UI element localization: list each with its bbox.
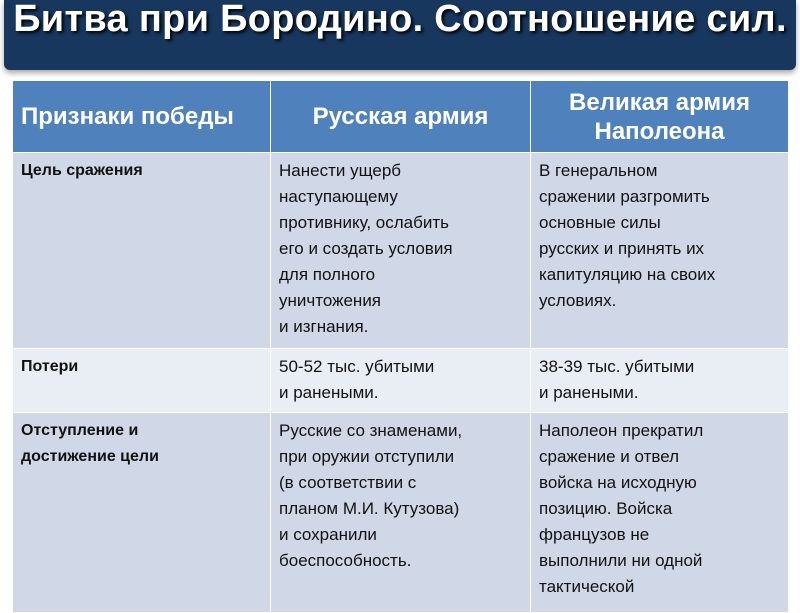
row-label-goal: Цель сражения — [13, 153, 271, 349]
table-row — [13, 153, 789, 349]
row-label-losses: Потери — [13, 349, 271, 413]
cell-napoleon-losses: 38-39 тыс. убитыми и ранеными. — [531, 349, 789, 413]
cell-russian-retreat: Русские со знаменами, при оружии отступили (в соответствии с планом М.И. Кутузова) и сохранили боеспособность. — [271, 413, 531, 613]
header-criteria: Признаки победы — [13, 81, 271, 153]
title-bar — [4, 0, 796, 70]
cell-russian-losses: 50-52 тыс. убитыми и ранеными. — [271, 349, 531, 413]
table-row — [13, 413, 789, 613]
header-russian-army: Русская армия — [271, 81, 531, 153]
cell-napoleon-goal: В генеральном сражении разгромить основные силы русских и принять их капитуляцию на своих условиях. — [531, 153, 789, 349]
table-header-row — [13, 81, 789, 153]
table-row — [13, 349, 789, 413]
cell-russian-goal: Нанести ущерб наступающему противнику, ослабить его и создать условия для полного уничтожения и изгнания. — [271, 153, 531, 349]
row-label-retreat: Отступление и достижение цели — [13, 413, 271, 613]
slide-title: Битва при Бородино. Соотношение сил. — [13, 0, 787, 40]
comparison-table — [12, 80, 789, 613]
header-napoleon-army: Великая армия Наполеона — [531, 81, 789, 153]
cell-napoleon-retreat: Наполеон прекратил сражение и отвел войска на исходную позицию. Войска французов не выполнили ни одной тактической — [531, 413, 789, 613]
